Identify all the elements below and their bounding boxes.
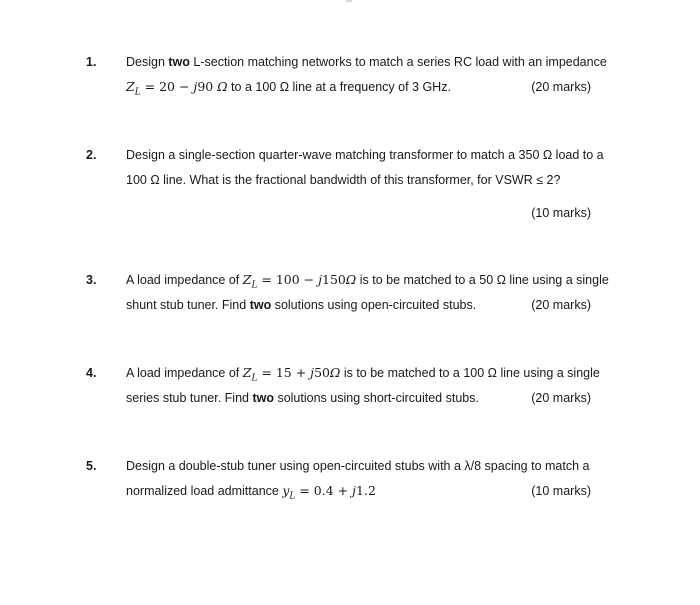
question-5-line-2: normalized load admittance $y_L = 0.4 + j1.2$ [126,483,376,502]
marks-label: (10 marks) [531,484,591,498]
question-5-line-1: Design a double-stub tuner using open-circuited stubs with a λ/8 spacing to match a [126,459,590,473]
question-number: 1. [86,55,97,69]
marks-label: (10 marks) [531,206,591,220]
admittance-formula: $y_L = 0.4 + j1.2$ [282,483,376,502]
question-number: 2. [86,148,97,162]
question-number: 3. [86,273,97,287]
impedance-formula: $Z_L = 15 + j50\Omega$ [242,365,341,384]
question-4-line-1: A load impedance of $Z_L = 15 + j50\Omega$ is to be matched to a 100 Ω line using a single [126,365,600,384]
impedance-formula: $Z_L = 100 - j150\Omega$ [242,272,357,291]
question-number: 5. [86,459,97,473]
question-2-line-1: Design a single-section quarter-wave matching transformer to match a 350 Ω load to a [126,148,604,162]
top-divider [346,0,352,2]
question-1-line-2: $Z_L = 20 - j90$ Ω to a 100 Ω line at a frequency of 3 GHz. [126,79,451,98]
marks-label: (20 marks) [531,391,591,405]
question-2-line-2: 100 Ω line. What is the fractional bandwidth of this transformer, for VSWR ≤ 2? [126,173,561,187]
marks-label: (20 marks) [531,298,591,312]
impedance-formula: $Z_L = 20 - j90$ Ω [126,79,228,98]
question-3-line-2: shunt stub tuner. Find two solutions using open-circuited stubs. [126,298,477,312]
question-3-line-1: A load impedance of $Z_L = 100 - j150\Omega$ is to be matched to a 50 Ω line using a single [126,272,609,291]
question-1-line-1: Design two L-section matching networks to match a series RC load with an impedance [126,55,607,69]
marks-label: (20 marks) [531,80,591,94]
question-number: 4. [86,366,97,380]
question-4-line-2: series stub tuner. Find two solutions using short-circuited stubs. [126,391,479,405]
